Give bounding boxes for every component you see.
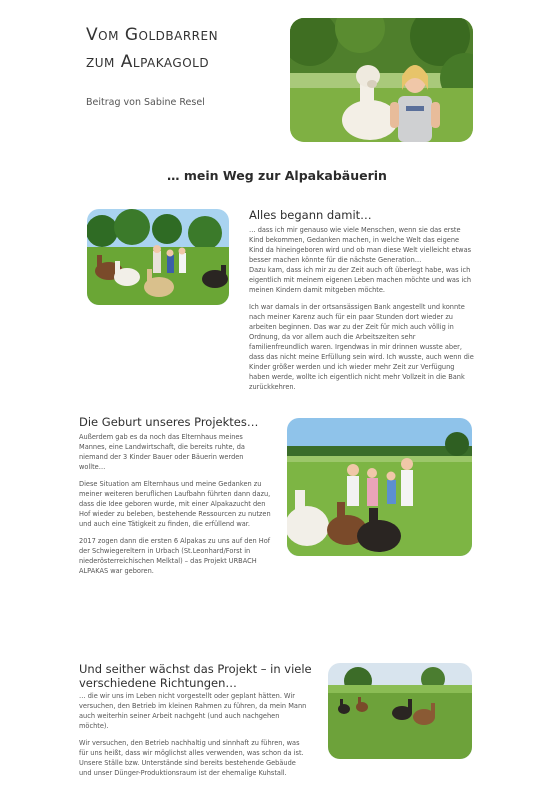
- page-title-line-2: zum Alpakagold: [86, 52, 210, 72]
- section-text-projekt-waechst: [79, 691, 307, 785]
- section-text-geburt-projekt: [79, 432, 271, 583]
- paragraph: 2017 zogen dann die ersten 6 Alpakas zu uns auf den Hof der Schwiegereltern in Urbach (St.Leonhard/Forst in niederösterreichischen Melktal) – das Projekt URBACH ALPAKAS war geboren.: [79, 537, 271, 575]
- section-heading-line-2: verschiedene Richtungen…: [79, 676, 237, 690]
- section-heading-geburt-projekt: Die Geburt unseres Projektes…: [79, 415, 259, 429]
- photo-family-field-alpacas: [287, 418, 472, 556]
- photo-family-with-alpacas: [87, 209, 229, 305]
- author-byline: Beitrag von Sabine Resel: [86, 97, 205, 108]
- section-heading-line-1: Und seither wächst das Projekt – in viele: [79, 662, 312, 676]
- paragraph: Dazu kam, dass ich mir zu der Zeit auch oft überlegt habe, was ich eigentlich mit meinem eigenen Leben machen möchte und was ich meinen Kindern damit mitgeben möchte.: [249, 266, 472, 294]
- section-heading-alles-begann: Alles begann damit…: [249, 208, 372, 222]
- section-heading-projekt-waechst: [79, 662, 312, 690]
- paragraph: … die wir uns im Leben nicht vorgestellt oder geplant hätten. Wir versuchen, den Betrieb im kleinen Rahmen zu führen, da mein Mann auch weiterhin seiner Arbeit nachgeht (und auch nachgehen möchte).: [79, 692, 307, 730]
- photo-alpaca-herd-pasture: [328, 663, 472, 759]
- page-title: [86, 22, 276, 76]
- hero-photo-woman-with-alpaca: [290, 18, 473, 142]
- section-tagline: … mein Weg zur Alpakabäuerin: [167, 168, 387, 183]
- paragraph: … dass ich mir genauso wie viele Menschen, wenn sie das erste Kind bekommen, Gedanken machen, in welche Welt das eigene Kind da hineingeboren wird und ob man diese Welt vielleicht etwas besser machen könnte für die nächste Generation…: [249, 226, 472, 264]
- paragraph: Wir versuchen, den Betrieb nachhaltig und sinnhaft zu führen, was für uns heißt, dass wir möglichst alles verwenden, was schon da ist. Unsere Ställe bzw. Unterstände sind bereits bestehende Gebäude und unser Dünger-Produktionsraum ist der ehemalige Kuhstall.: [79, 739, 304, 777]
- paragraph: Diese Situation am Elternhaus und meine Gedanken zu meiner weiteren beruflichen Laufbahn führten dann dazu, dass die Idee geboren wurde, mit einer Alpakazucht den Hof wieder zu beleben, bestehende Ressourcen zu nutzen und auch eine Tätigkeit zu finden, die erfüllend war.: [79, 480, 271, 528]
- section-text-alles-begann: [249, 225, 475, 399]
- page-title-line-1: Vom Goldbarren: [86, 25, 219, 45]
- paragraph: Ich war damals in der ortsansässigen Bank angestellt und konnte nach meiner Karenz auch für ein paar Stunden dort wieder zu arbeiten beginnen. Das war zu der Zeit für mich auch völlig in Ordnung, da vor allem auch die Arbeitszeiten sehr familienfreundlich waren. Irgendwas in mir drinnen wusste aber, dass das nicht meine Erfüllung sein wird. Ich wusste, auch wenn die Kinder größer werden und ich wieder mehr Zeit zur Verfügung haben werde, wollte ich eigentlich nicht mehr Vollzeit in die Bank zurückkehren.: [249, 303, 474, 391]
- paragraph: Außerdem gab es da noch das Elternhaus meines Mannes, eine Landwirtschaft, die bereits ruhte, da niemand der 3 Kinder Bauer oder Bäuerin werden wollte…: [79, 433, 245, 471]
